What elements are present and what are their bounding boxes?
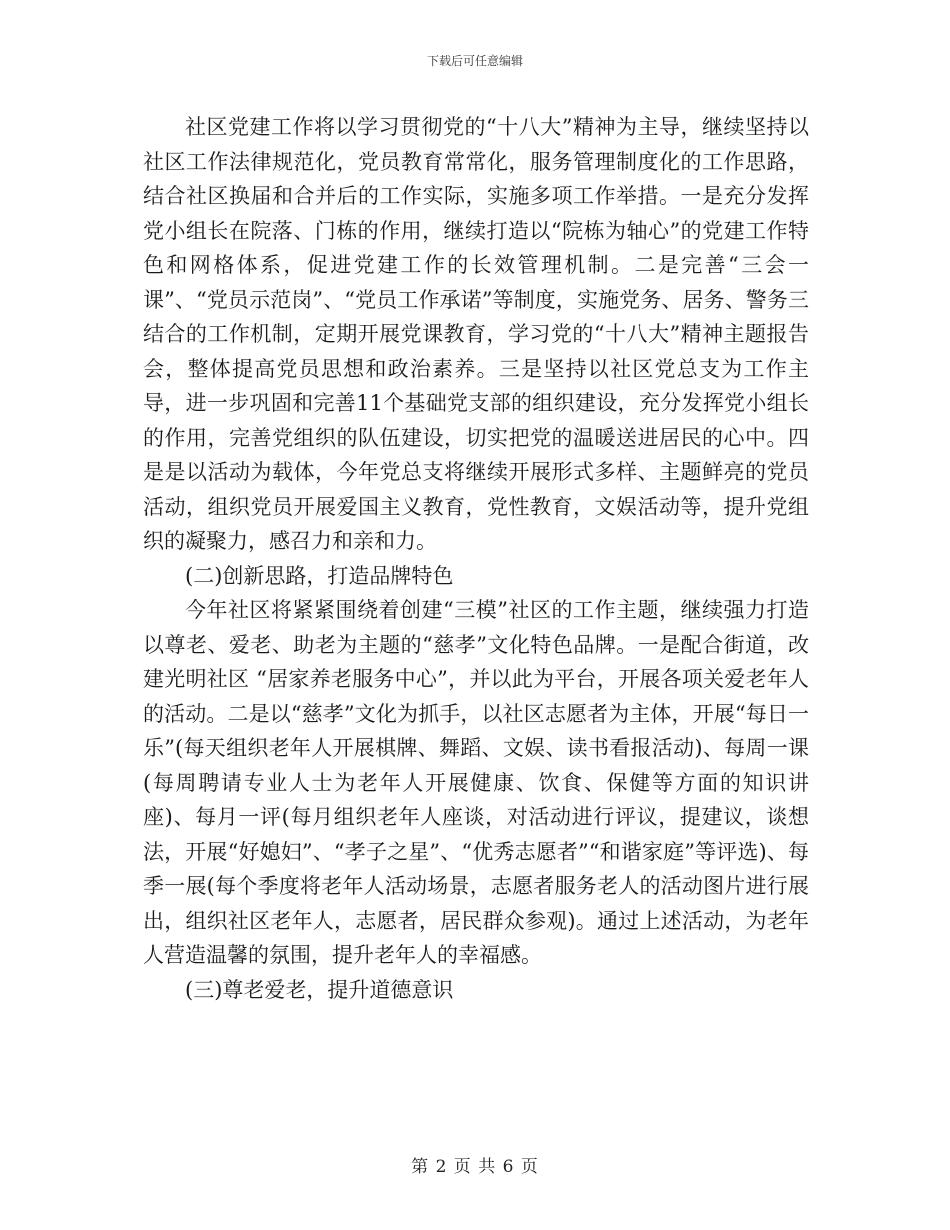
page-header: 下载后可任意编辑 bbox=[426, 54, 523, 68]
paragraph-brand-features: 今年社区将紧紧围绕着创建“三模”社区的工作主题，继续强力打造以尊老、爱老、助老为主题的“慈孝”文化特色品牌。一是配合街道，改建光明社区 “居家养老服务中心”，并以此为平台，开展各项关爱老年人的活动。二是以“慈孝”文化为抓手，以社区志愿者为主体，开展“每日一乐”(每天组织老年人开展棋牌、舞蹈、文娱、读书看报活动)、每周一课(每周聘请专业人士为老年人开展健康、饮食、保健等方面的知识讲座)、每月一评(每月组织老年人座谈，对活动进行评议，提建议，谈想法，开展“好媳妇”、“孝子之星”、“优秀志愿者”“和谐家庭”等评选)、每季一展(每个季度将老年人活动场景，志愿者服务老人的活动图片进行展出，组织社区老年人，志愿者，居民群众参观)。通过上述活动，为老年人营造温馨的氛围，提升老年人的幸福感。 bbox=[143, 598, 809, 967]
section-heading-3: (三)尊老爱老，提升道德意识 bbox=[185, 977, 454, 1002]
page-number: 第 2 页 共 6 页 bbox=[411, 1157, 539, 1177]
document-body bbox=[143, 110, 809, 1007]
paragraph-party-building: 社区党建工作将以学习贯彻党的“十八大”精神为主导，继续坚持以社区工作法律规范化，党员教育常常化，服务管理制度化的工作思路，结合社区换届和合并后的工作实际，实施多项工作举措。一是充分发挥党小组长在院落、门栋的作用，继续打造以“院栋为轴心”的党建工作特色和网格体系，促进党建工作的长效管理机制。二是完善“三会一课”、“党员示范岗”、“党员工作承诺”等制度，实施党务、居务、警务三结合的工作机制，定期开展党课教育，学习党的“十八大”精神主题报告会，整体提高党员思想和政治素养。三是坚持以社区党总支为工作主导，进一步巩固和完善11个基础党支部的组织建设，充分发挥党小组长的作用，完善党组织的队伍建设，切实把党的温暖送进居民的心中。四是是以活动为载体，今年党总支将继续开展形式多样、主题鲜亮的党员活动，组织党员开展爱国主义教育，党性教育，文娱活动等，提升党组织的凝聚力，感召力和亲和力。 bbox=[143, 115, 809, 553]
section-heading-2: (二)创新思路，打造品牌特色 bbox=[185, 563, 454, 588]
